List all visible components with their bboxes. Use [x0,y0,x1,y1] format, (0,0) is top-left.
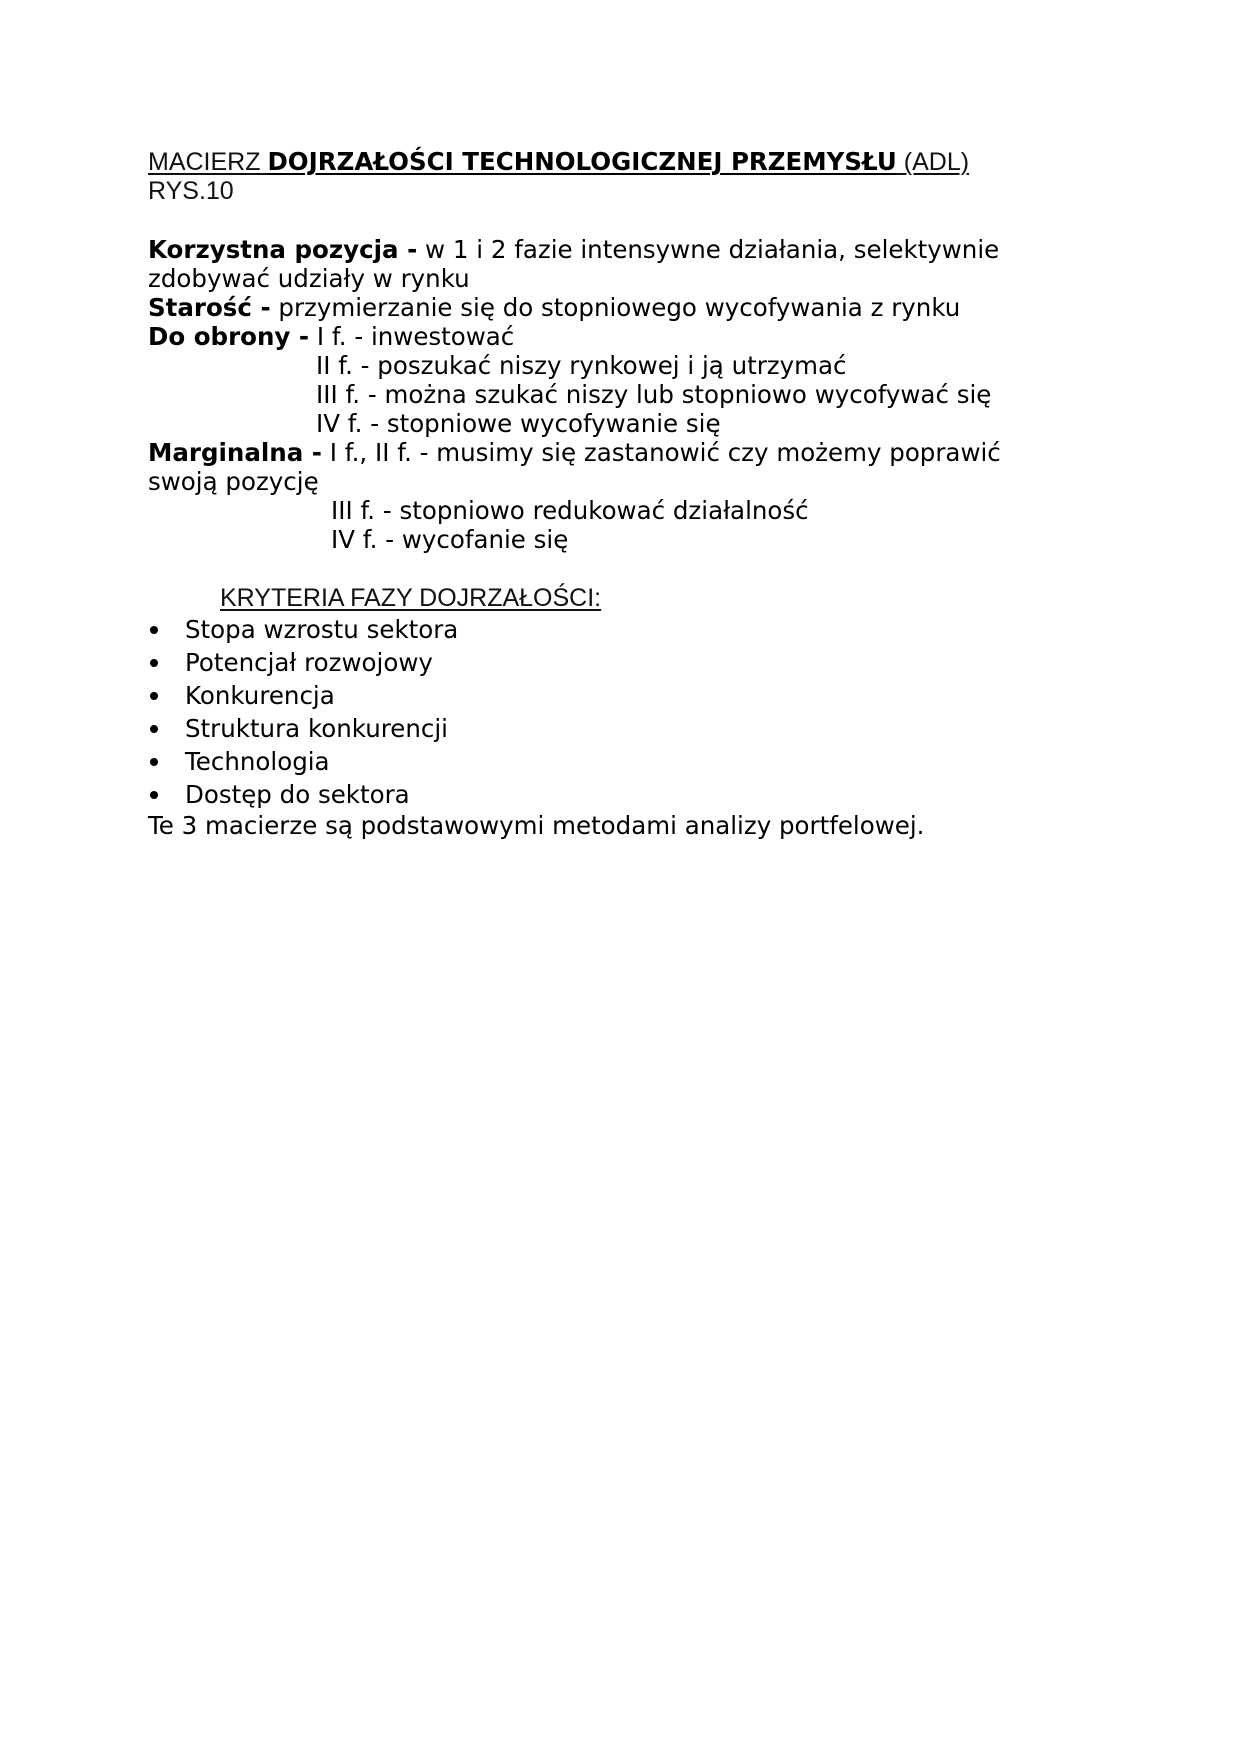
bullet-icon [150,758,158,766]
list-item [148,778,1048,811]
criteria-heading-row [148,583,1048,613]
spacer [148,554,1048,583]
title-prefix: MACIERZ [148,148,268,176]
criteria-item-label: Technologia [185,747,330,776]
do-obrony-phase-2: II f. - poszukać niszy rynkowej i ją utrzymać [316,351,847,380]
do-obrony-phase-4: IV f. - stopniowe wycofywanie się [316,409,721,438]
criteria-item-label: Struktura konkurencji [185,714,448,743]
spacer [148,206,1048,235]
list-item [148,679,1048,712]
list-item [148,646,1048,679]
text-starosc: przymierzanie się do stopniowego wycofywania z rynku [270,293,961,322]
criteria-item-label: Konkurencja [185,681,335,710]
text-do-obrony-1: I f. - inwestować [309,322,515,351]
term-do-obrony: Do obrony - [148,322,310,351]
criteria-item-label: Potencjał rozwojowy [185,648,433,677]
bullet-icon [150,659,158,667]
document-page [148,147,1048,840]
text-korzystna: w 1 i 2 fazie intensywne działania, selektywnie zdobywać udziały w rynku [148,235,1000,293]
paragraph-marginalna [148,438,1048,496]
bullet-icon [150,626,158,634]
term-starosc: Starość - [148,293,271,322]
text-marginalna: I f., II f. - musimy się zastanowić czy możemy poprawić swoją pozycję [148,438,1001,496]
conclusion-text: Te 3 macierze są podstawowymi metodami analizy portfelowej. [148,811,925,840]
criteria-heading: KRYTERIA FAZY DOJRZAŁOŚCI: [220,584,602,612]
title-suffix: (ADL) [896,148,970,176]
term-korzystna: Korzystna pozycja - [148,235,418,264]
criteria-item-label: Dostęp do sektora [185,780,410,809]
marginalna-phase-3: III f. - stopniowo redukować działalność [331,496,809,525]
paragraph-do-obrony [148,322,1048,351]
bullet-icon [150,692,158,700]
marginalna-phase-4: IV f. - wycofanie się [331,525,569,554]
list-item [148,745,1048,778]
criteria-list [148,613,1048,811]
paragraph-starosc [148,293,1048,322]
bullet-icon [150,791,158,799]
document-title [148,147,1048,177]
do-obrony-phase-3: III f. - można szukać niszy lub stopniowo wycofywać się [316,380,992,409]
term-marginalna: Marginalna - [148,438,322,467]
list-item [148,712,1048,745]
list-item [148,613,1048,646]
criteria-item-label: Stopa wzrostu sektora [185,615,459,644]
bullet-icon [150,725,158,733]
figure-reference: RYS.10 [148,177,234,205]
paragraph-korzystna [148,235,1048,293]
title-bold: DOJRZAŁOŚCI TECHNOLOGICZNEJ PRZEMYSŁU [267,147,897,176]
